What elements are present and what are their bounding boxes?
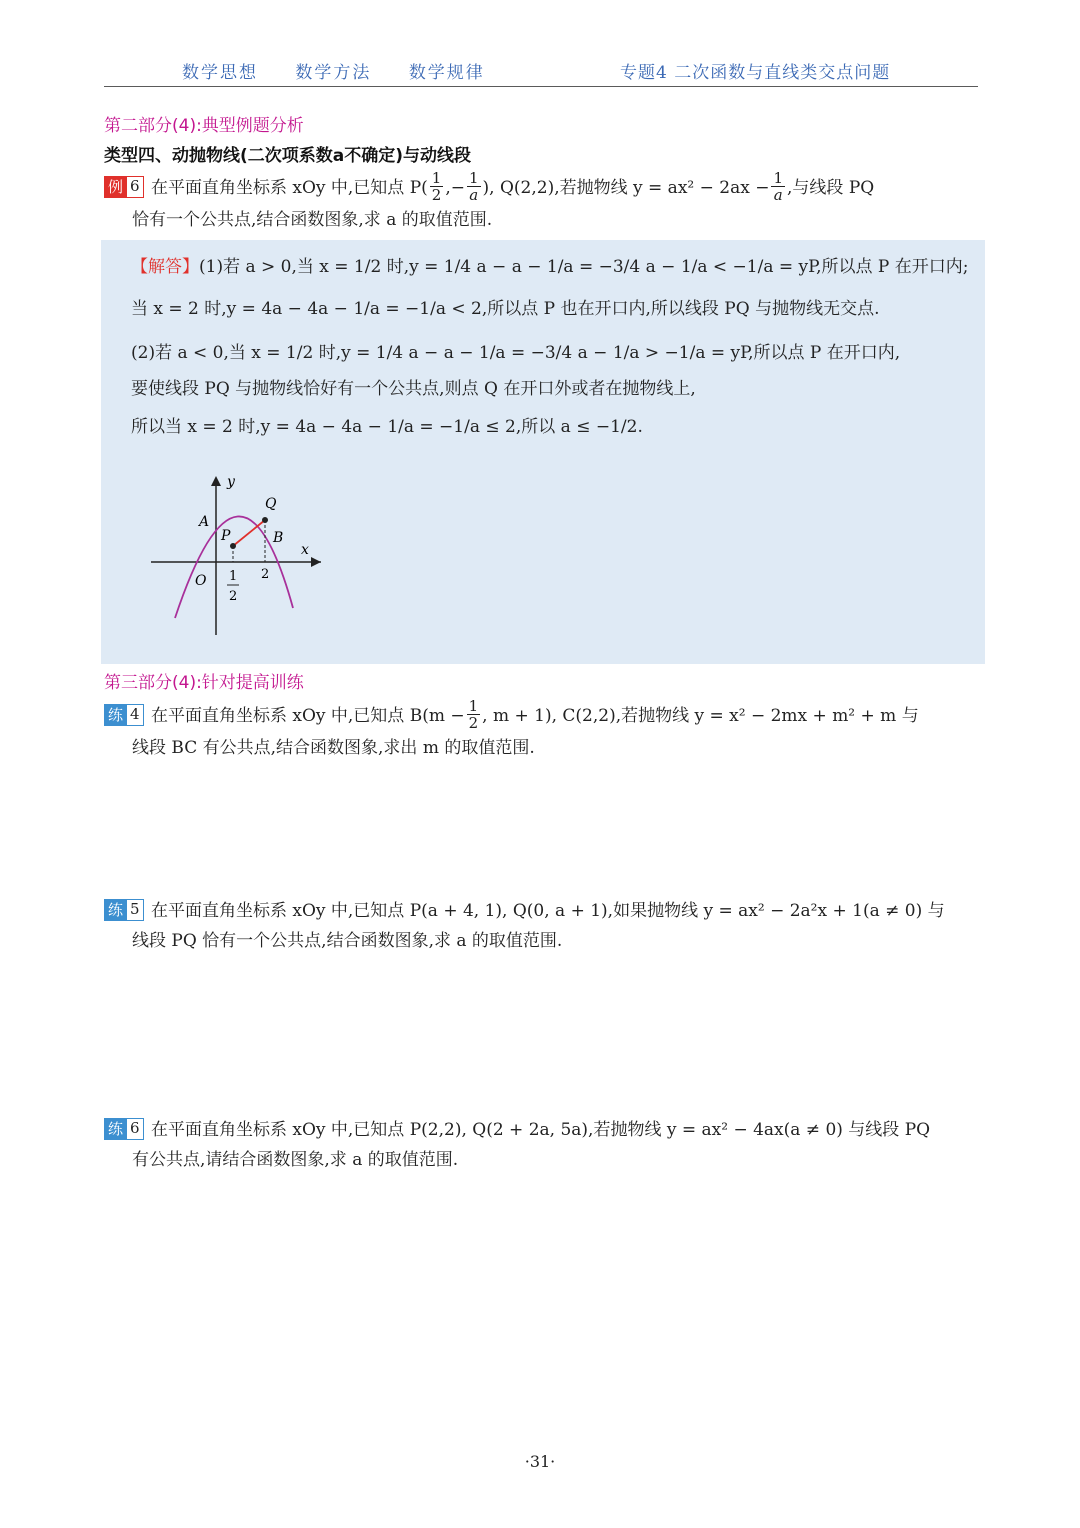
fraction: $\frac{1}{a}$ xyxy=(469,169,479,204)
point-b-label: B xyxy=(273,530,284,546)
example-text-a: 在平面直角坐标系 xOy 中,已知点 P( xyxy=(150,178,428,198)
header-topic-title: 专题4 二次函数与直线类交点问题 xyxy=(620,63,891,83)
point-q-dot xyxy=(262,517,268,523)
section2-title: 第二部分(4):典型例题分析 xyxy=(104,116,304,136)
origin-label: O xyxy=(195,573,207,589)
example-tag: 例 6 xyxy=(104,176,144,198)
exercise-tag: 练 5 xyxy=(104,899,144,921)
exercise-text-a: 在平面直角坐标系 xOy 中,已知点 B(m − xyxy=(150,706,465,726)
point-p-label: P xyxy=(221,528,231,544)
fraction: $\frac{1}{2}$ xyxy=(468,697,479,732)
exercise-text-b: , m + 1), C(2,2),若抛物线 y = x² − 2mx + m² + m 与 xyxy=(482,706,919,726)
type-title: 类型四、动抛物线(二次项系数a不确定)与动线段 xyxy=(104,146,472,166)
point-q-label: Q xyxy=(265,496,277,512)
exercise-line2: 线段 PQ 恰有一个公共点,结合函数图象,求 a 的取值范围. xyxy=(132,931,563,951)
section3-title: 第三部分(4):针对提高训练 xyxy=(104,673,304,693)
example-text-b: ), Q(2,2),若抛物线 y = ax² − 2ax − xyxy=(482,178,770,198)
fraction: $\frac{1}{a}$ xyxy=(773,169,784,204)
exercise-4 xyxy=(104,697,980,763)
example-problem: 例 6 在平面直角坐标系 xOy 中,已知点 P( $\frac{1}{2}$ ,− $\frac{1}{a}$ ), Q(2,2),若抛物线 y = ax² − 2ax − $\frac{1}{a}$ ,与线段 PQ 恰有一个公共点,结合函数图象,求 a 的取值范围. xyxy=(104,172,980,235)
example-line2: 恰有一个公共点,结合函数图象,求 a 的取值范围. xyxy=(132,210,493,230)
segment-pq xyxy=(233,520,265,546)
page-header xyxy=(104,56,978,87)
parabola-graph xyxy=(141,470,341,640)
header-left xyxy=(182,58,515,83)
solution-line: 【解答】(1)若 a > 0,当 x = 1/2 时,y = 1/4 a − a − 1/a = −3/4 a − 1/a < −1/a = yP,所以点 P 在开口内; xyxy=(131,257,969,277)
exercise-tag: 练 4 xyxy=(104,704,144,726)
fraction: $\frac{1}{2}$ xyxy=(431,169,442,204)
exercise-tag: 练 6 xyxy=(104,1118,144,1140)
solution-line: 所以当 x = 2 时,y = 4a − 4a − 1/a = −1/a ≤ 2,所以 a ≤ −1/2. xyxy=(131,417,643,437)
point-a-label: A xyxy=(199,514,210,530)
solution-line: 要使线段 PQ 与抛物线恰好有一个公共点,则点 Q 在开口外或者在抛物线上, xyxy=(131,379,696,399)
exercise-6 xyxy=(104,1115,980,1175)
exercise-line2: 有公共点,请结合函数图象,求 a 的取值范围. xyxy=(132,1150,459,1170)
exercise-text: 在平面直角坐标系 xOy 中,已知点 P(2,2), Q(2 + 2a, 5a),若抛物线 y = ax² − 4ax(a ≠ 0) 与线段 PQ xyxy=(150,1120,931,1140)
tick-half-numerator: 1 xyxy=(229,569,238,584)
header-item: 数学规律 xyxy=(408,63,485,83)
point-p-dot xyxy=(230,543,236,549)
exercise-line2: 线段 BC 有公共点,结合函数图象,求出 m 的取值范围. xyxy=(132,738,535,758)
solution-box xyxy=(101,240,985,664)
solution-line: (2)若 a < 0,当 x = 1/2 时,y = 1/4 a − a − 1/a = −3/4 a − 1/a > −1/a = yP,所以点 P 在开口内, xyxy=(131,343,901,363)
tick-two-label: 2 xyxy=(261,567,270,582)
header-item: 数学方法 xyxy=(295,63,372,83)
exercise-5 xyxy=(104,896,980,956)
solution-tag: 【解答】 xyxy=(131,257,199,277)
exercise-text: 在平面直角坐标系 xOy 中,已知点 P(a + 4, 1), Q(0, a + 1),如果抛物线 y = ax² − 2a²x + 1(a ≠ 0) 与 xyxy=(150,901,945,921)
header-item: 数学思想 xyxy=(182,63,258,83)
y-axis-label: y xyxy=(227,474,235,490)
tick-half-denominator: 2 xyxy=(229,589,238,604)
solution-line: 当 x = 2 时,y = 4a − 4a − 1/a = −1/a < 2,所以点 P 也在开口内,所以线段 PQ 与抛物线无交点. xyxy=(131,299,880,319)
x-axis-label: x xyxy=(301,542,309,558)
x-axis-arrow xyxy=(311,557,321,567)
page-number: ·31· xyxy=(524,1452,556,1471)
example-text-c: ,与线段 PQ xyxy=(787,178,875,198)
y-axis-arrow xyxy=(211,476,221,486)
